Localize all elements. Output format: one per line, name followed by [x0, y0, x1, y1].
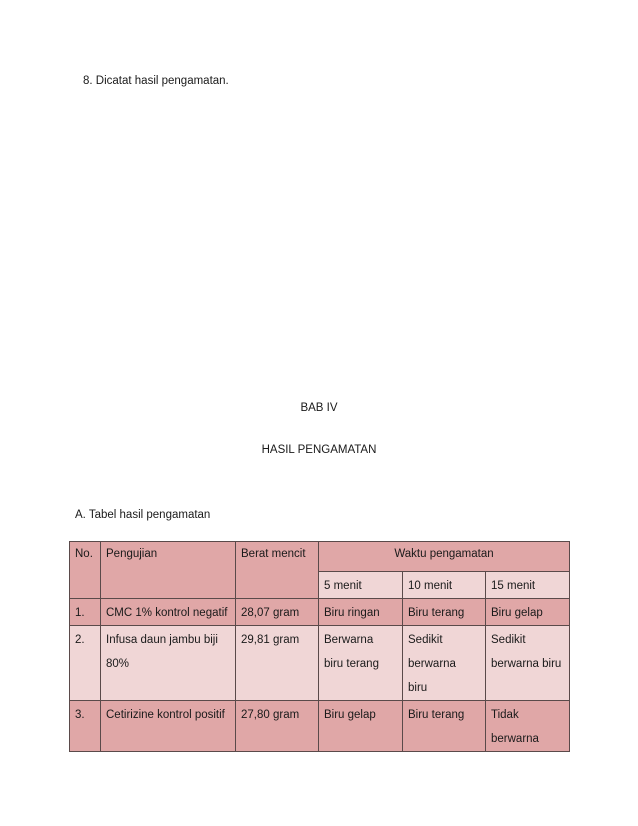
row-5-min — [319, 701, 403, 752]
cell-line: Biru gelap — [491, 607, 543, 619]
cell-line: Berwarna — [324, 634, 374, 646]
procedure-step: 8. Dicatat hasil pengamatan. — [83, 75, 229, 87]
row-10-min — [403, 701, 486, 752]
header-5-min: 5 menit — [319, 572, 403, 599]
row-weight: 29,81 gram — [236, 626, 319, 701]
table-row — [70, 626, 570, 701]
cell-line: CMC 1% kontrol negatif — [106, 607, 228, 619]
row-15-min — [486, 626, 570, 701]
row-test — [101, 701, 236, 752]
table-row — [70, 599, 570, 626]
results-table — [69, 541, 570, 752]
row-5-min — [319, 626, 403, 701]
cell-line: berwarna — [408, 658, 456, 670]
cell-line: Biru terang — [408, 709, 465, 721]
cell-line: berwarna — [491, 733, 539, 745]
header-test: Pengujian — [101, 542, 236, 599]
cell-line: berwarna biru — [491, 658, 562, 670]
header-no: No. — [70, 542, 101, 599]
row-15-min — [486, 701, 570, 752]
cell-line: Infusa daun jambu biji — [106, 634, 218, 646]
cell-line: biru terang — [324, 658, 379, 670]
row-15-min — [486, 599, 570, 626]
cell-line: Tidak — [491, 709, 519, 721]
header-weight: Berat mencit — [236, 542, 319, 599]
cell-line: Cetirizine kontrol positif — [106, 709, 225, 721]
cell-line: Biru ringan — [324, 607, 380, 619]
row-test — [101, 626, 236, 701]
row-no: 2. — [70, 626, 101, 701]
chapter-title: HASIL PENGAMATAN — [261, 444, 377, 456]
row-test — [101, 599, 236, 626]
cell-line: Biru terang — [408, 607, 465, 619]
table-row — [70, 701, 570, 752]
cell-line: 80% — [106, 658, 130, 670]
header-10-min: 10 menit — [403, 572, 486, 599]
table-caption: A. Tabel hasil pengamatan — [75, 509, 211, 521]
cell-line: biru — [408, 682, 428, 694]
cell-line: Sedikit — [491, 634, 526, 646]
cell-line: Sedikit — [408, 634, 443, 646]
row-weight: 28,07 gram — [236, 599, 319, 626]
row-5-min — [319, 599, 403, 626]
row-10-min — [403, 599, 486, 626]
row-10-min — [403, 626, 486, 701]
row-no: 1. — [70, 599, 101, 626]
cell-line: Biru gelap — [324, 709, 376, 721]
row-weight: 27,80 gram — [236, 701, 319, 752]
row-no: 3. — [70, 701, 101, 752]
chapter-heading: BAB IV — [300, 402, 338, 414]
header-15-min: 15 menit — [486, 572, 570, 599]
header-observation-time: Waktu pengamatan — [319, 542, 570, 572]
